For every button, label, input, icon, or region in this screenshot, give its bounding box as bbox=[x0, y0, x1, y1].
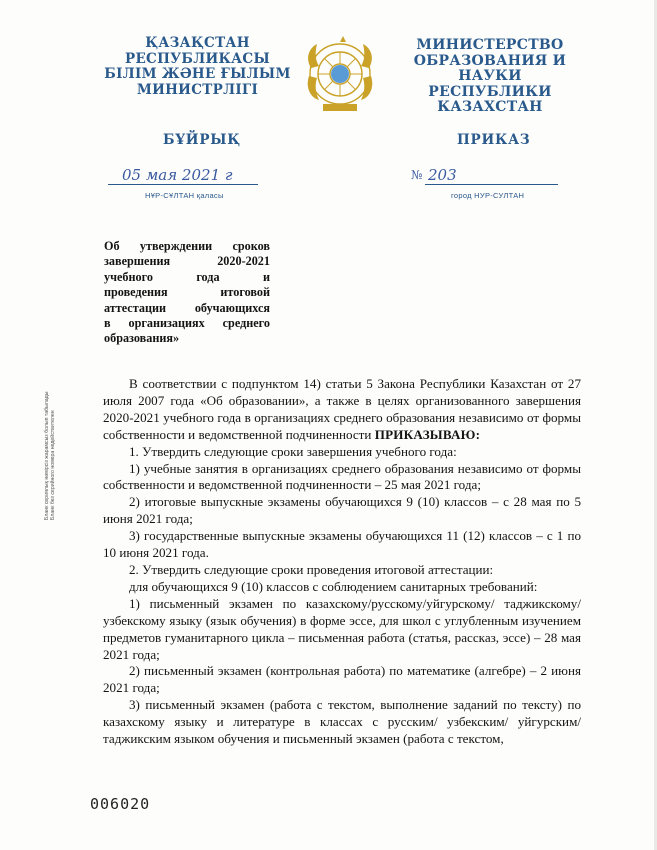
order-date: 05 мая 2021 г bbox=[122, 166, 233, 184]
ministry-name-ru-line: МИНИСТЕРСТВО bbox=[416, 37, 564, 53]
place-ru: город НУР-СУЛТАН bbox=[451, 191, 525, 200]
number-line bbox=[425, 184, 558, 185]
blank-serial-note-line: Бланк без серийного номера недействителен bbox=[50, 410, 56, 520]
ministry-name-ru-line: КАЗАХСТАН bbox=[437, 99, 543, 115]
ministry-name-kz bbox=[95, 36, 300, 98]
order-title bbox=[104, 239, 270, 347]
order-title-line: образования» bbox=[104, 331, 180, 346]
ministry-name-ru bbox=[400, 38, 580, 116]
doc-type-ru: ПРИКАЗ bbox=[457, 132, 531, 148]
blank-serial-note-line: Бланк сериялық нөмірсіз жарамсыз болып табылады bbox=[44, 391, 50, 520]
clause-1-2: 2) итоговые выпускные экзамены обучающихся 9 (10) классов – с 28 мая по 5 июня 2021 года; bbox=[103, 494, 581, 527]
ministry-name-ru-line: ОБРАЗОВАНИЯ И НАУКИ bbox=[413, 52, 567, 84]
ministry-name-kz-line: БІЛІМ ЖӘНЕ ҒЫЛЫМ bbox=[104, 66, 291, 82]
order-title-line: в организациях среднего bbox=[104, 316, 270, 331]
place-kz: НҰР-СҰЛТАН қаласы bbox=[145, 191, 224, 200]
clause-1-3: 3) государственные выпускные экзамены обучающихся 11 (12) классов – с 1 по 10 июня 2021 года. bbox=[103, 528, 581, 561]
ministry-name-kz-line: ҚАЗАҚСТАН bbox=[145, 35, 250, 51]
intro-text: В соответствии с подпунктом 14) статьи 5 Закона Республики Казахстан от 27 июля 2007 года «Об образовании», а также в целях организованного завершения 2020-2021 учебного года в организациях среднего образования независимо от формы собственности и ведомственной подчиненности bbox=[103, 376, 581, 442]
doc-type-kz: БҰЙРЫҚ bbox=[163, 132, 241, 148]
order-title-line: проведения итоговой bbox=[104, 285, 270, 300]
order-title-line: аттестации обучающихся bbox=[104, 300, 270, 315]
clause-2: 2. Утвердить следующие сроки проведения итоговой аттестации: bbox=[129, 561, 494, 577]
ministry-name-kz-line: МИНИСТРЛІГІ bbox=[136, 81, 259, 98]
order-title-line: учебного года и bbox=[104, 269, 270, 284]
kazakhstan-state-emblem-icon bbox=[303, 32, 377, 114]
clause-2-1: 1) письменный экзамен по казахскому/русскому/уйгурскому/ таджикскому/ узбекскому языку (язык обучения) в форме эссе, для школ с углубленным изучением предметов гуманитарного цикла – письменная работа (статья, рассказ, эссе) – 28 мая 2021 года; bbox=[103, 595, 581, 662]
clause-2-intro: для обучающихся 9 (10) классов с соблюдением санитарных требований: bbox=[129, 578, 538, 594]
clause-1-1: 1) учебные занятия в организациях среднего образования независимо от формы собственности и ведомственной подчиненности – 25 мая 2021 года; bbox=[103, 460, 581, 493]
ministry-name-ru-line: РЕСПУБЛИКИ bbox=[428, 83, 552, 100]
date-line bbox=[108, 184, 258, 185]
serial-number: 006020 bbox=[90, 795, 151, 813]
order-title-line: завершения 2020-2021 bbox=[104, 254, 270, 269]
clause-2-2: 2) письменный экзамен (контрольная работа) по математике (алгебре) – 2 июня 2021 года; bbox=[103, 663, 581, 696]
clause-2-3: 3) письменный экзамен (работа с текстом, выполнение заданий по тексту) по казахскому языку и литературе в классах с русским/ узбекским/ уйгурским/ таджикским языком обучения и письменный экзамен (работа с текстом, bbox=[103, 697, 581, 747]
order-word: ПРИКАЗЫВАЮ: bbox=[374, 426, 481, 442]
number-prefix: № bbox=[411, 168, 423, 182]
blank-serial-note bbox=[44, 360, 56, 520]
intro-paragraph bbox=[103, 376, 581, 444]
clause-1: 1. Утвердить следующие сроки завершения учебного года: bbox=[129, 443, 457, 459]
order-number: 203 bbox=[428, 166, 457, 184]
order-body bbox=[103, 376, 581, 748]
order-title-line: Об утверждении сроков bbox=[104, 239, 270, 253]
ministry-name-kz-line: РЕСПУБЛИКАСЫ bbox=[125, 50, 270, 67]
